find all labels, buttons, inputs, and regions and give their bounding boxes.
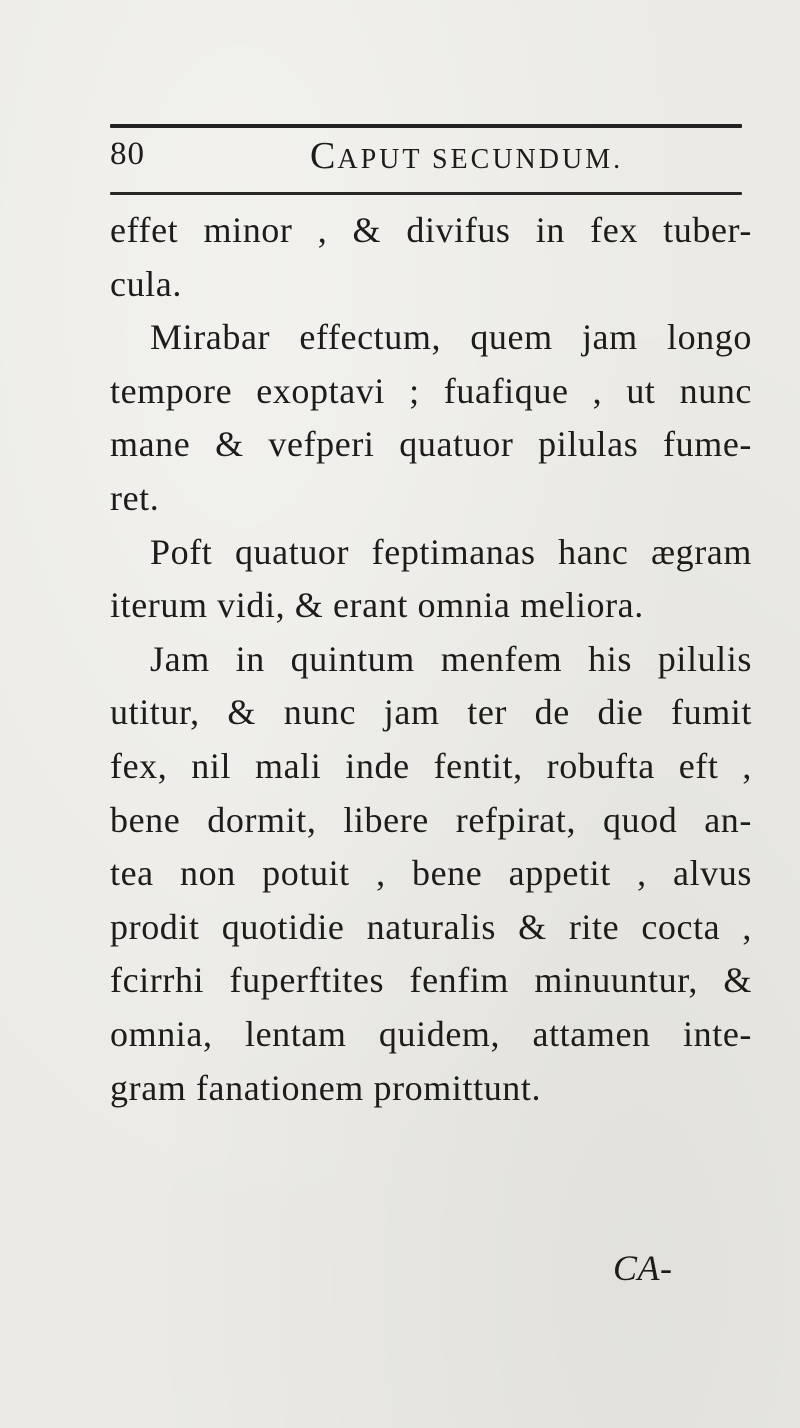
text-line: cula. (110, 263, 182, 304)
text-line: tempore exoptavi ; fuafique , ut nunc (110, 370, 752, 411)
text-line: bene dormit, libere refpirat, quod an- (110, 799, 752, 840)
text-line: iterum vidi, & erant omnia meliora. (110, 585, 644, 626)
catchword: CA- (613, 1248, 673, 1288)
header-rule (110, 192, 742, 195)
text-line: mane & vefperi quatuor pilulas fume- (110, 424, 752, 465)
running-head-initial: C (310, 135, 338, 177)
running-head-rest: APUT SECUNDUM. (337, 144, 624, 175)
text-line: gram fanationem promittunt. (110, 1067, 542, 1108)
text-line: utitur, & nunc jam ter de die fumit (110, 692, 752, 733)
text-line: fcirrhi fuperftites fenfim minuuntur, & (110, 960, 752, 1001)
text-line: Mirabar effectum, quem jam longo (150, 317, 752, 358)
body-text (110, 204, 752, 1115)
running-head (310, 134, 623, 178)
text-line: fex, nil mali inde fentit, robufta eft , (110, 745, 752, 786)
page-number: 80 (110, 136, 145, 172)
text-line: prodit quotidie naturalis & rite cocta , (110, 906, 752, 947)
text-line: Poft quatuor feptimanas hanc ægram (150, 531, 752, 572)
top-rule (110, 124, 742, 128)
page-header (110, 134, 742, 182)
text-line: Jam in quintum menfem his pilulis (150, 638, 752, 679)
text-line: omnia, lentam quidem, attamen inte- (110, 1013, 752, 1054)
text-line: effet minor , & divifus in fex tuber- (110, 210, 752, 250)
text-line: tea non potuit , bene appetit , alvus (110, 853, 752, 894)
text-line: ret. (110, 477, 160, 518)
